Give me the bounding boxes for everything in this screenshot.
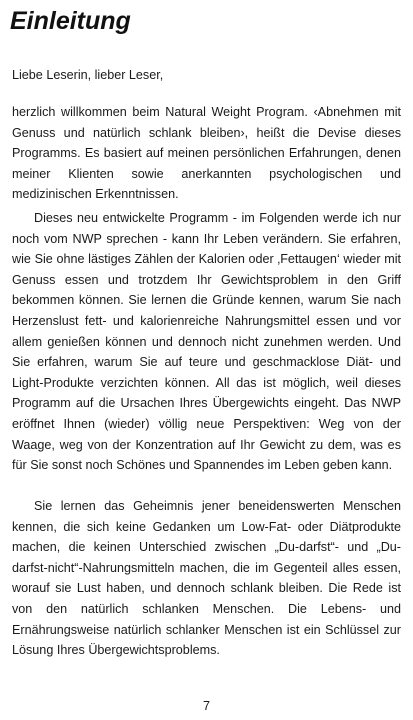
page-number: 7: [202, 699, 210, 713]
chapter-heading: Einleitung: [10, 7, 131, 35]
salutation: Liebe Leserin, lieber Leser,: [12, 68, 164, 82]
paragraph-program: Dieses neu entwickelte Programm - im Folgenden werde ich nur noch vom NWP sprechen - kann Ihr Leben verändern. Sie erfahren, wie Sie ohne lästiges Zählen der Kalorien oder ‚Fettaugen‘ wieder mit Genuss essen und trotzdem Ihr Gewichtsproblem in den Griff bekommen können. Sie lernen die Gründe kennen, warum Sie nach Herzenslust fett- und kalorienreiche Nahrungsmittel essen und vor allem genießen können und dennoch nicht zunehmen werden. Und Sie erfahren, warum Sie auf teure und geschmacklose Diät- und Light-Produkte verzichten können. All das ist möglich, weil dieses Programm auf die Ursachen Ihres Übergewichts eingeht. Das NWP eröffnet Ihnen (wieder) völlig neue Perspektiven: Weg von der Waage, weg von der Konzentration auf Ihr Gewicht zu dem, was es für Sie sonst noch Schönes und Spannendes im Leben geben kann.: [12, 211, 401, 473]
paragraph-welcome: herzlich willkommen beim Natural Weight Program. ‹Abnehmen mit Genuss und natürlich schlank bleiben›, heißt die Devise dieses Programms. Es basiert auf meinen persönlichen Erfahrungen, denen meiner Klienten sowie anerkannten psychologischen und medizinischen Erkenntnissen.: [12, 105, 401, 202]
paragraph-secret: Sie lernen das Geheimnis jener beneidenswerten Menschen kennen, die sich keine Gedanken um Low-Fat- oder Diätprodukte machen, die keinen Unterschied zwischen „Du-darfst“- und „Du-darfst-nicht“-Nahrungsmitteln machen, die im Gegenteil alles essen, worauf sie Lust haben, und dennoch schlank bleiben. Die Rede ist von den natürlich schlanken Menschen. Die Lebens- und Ernährungsweise natürlich schlanker Menschen ist ein Schlüssel zur Lösung Ihres Übergewichtsproblems.: [12, 499, 401, 658]
